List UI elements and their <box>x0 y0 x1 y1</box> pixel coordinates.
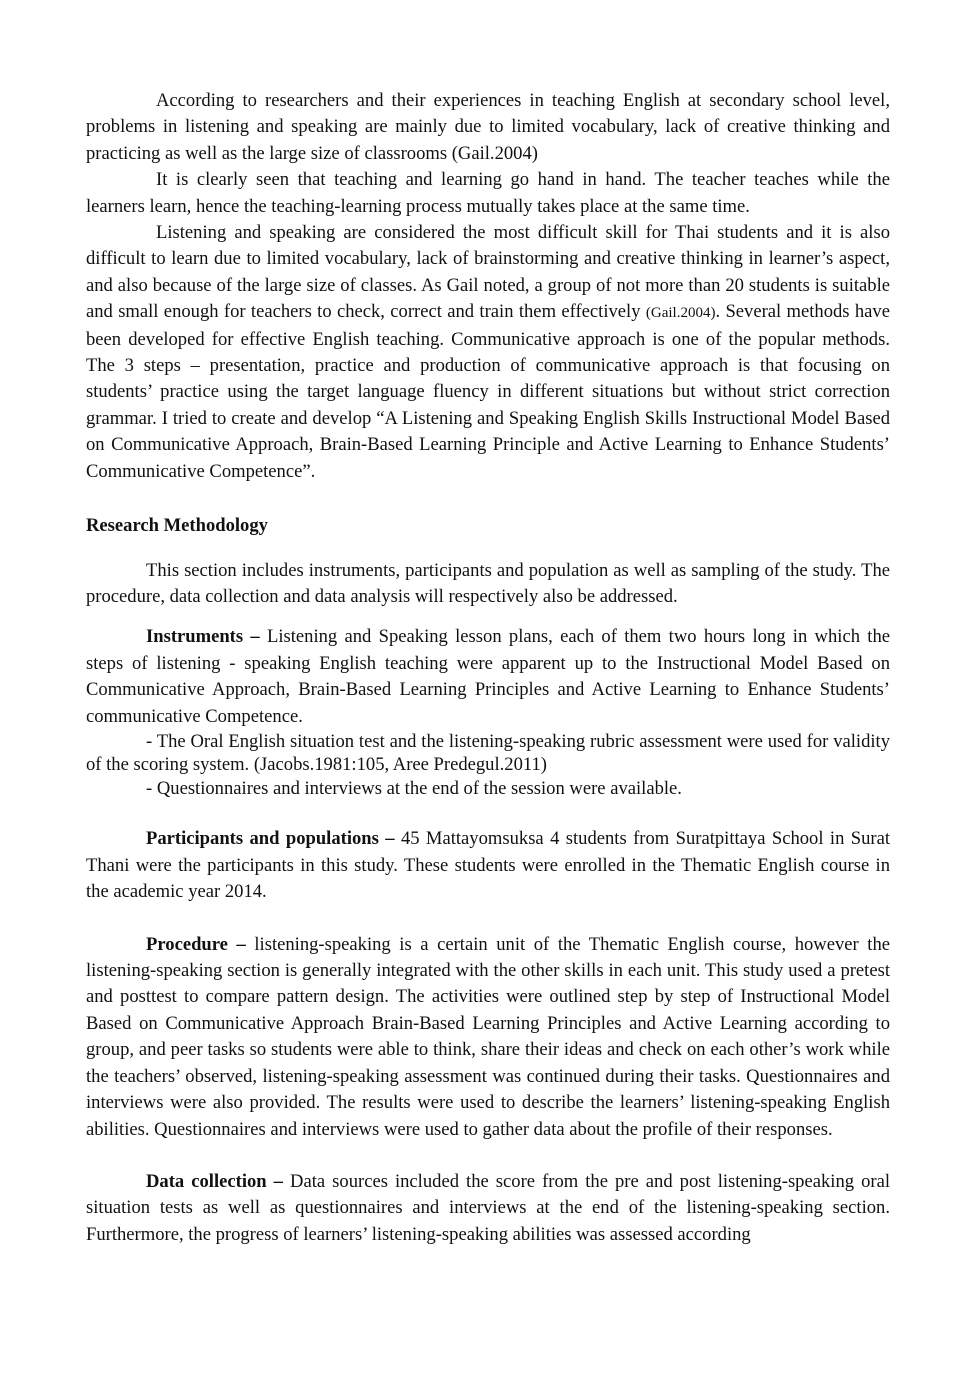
instruments-label: Instruments – <box>146 626 260 648</box>
procedure-text: listening-speaking is a certain unit of the Thematic English course, however the listening-speaking section is generally integrated with the other skills in each unit. This study used a pretest and posttest to compare pattern design. The activities were outlined step by step of Instructional Model Based on Communicative Approach Brain-Based Learning Principles and Active Learning according to group, and peer tasks so students were able to think, share their ideas and check on each other’s work while the teachers’ observed, listening-speaking assessment was continued during their tasks. Questionnaires and interviews were also provided. The results were used to describe the learners’ listening-speaking English abilities. Questionnaires and interviews were used to gather data about the profile of their responses. <box>86 933 891 1140</box>
intro-p3-text-b: . Several methods have been developed for effective English teaching. Communicative approach is one of the popular methods. The 3 steps – presentation, practice and production of communicative approach is that focusing on students’ practice using the target language fluency in different situations but without strict correction grammar. I tried to create and develop “A Listening and Speaking English Skills Instructional Model Based on Communicative Approach, Brain-Based Learning Principle and Active Learning to Enhance Students’ Communicative Competence”. <box>86 301 890 482</box>
participants-paragraph <box>86 826 890 905</box>
data-collection-text: Data sources included the score from the pre and post listening-speaking oral situation tests as well as questionnaires and interviews at the end of the listening-speaking section. Furthermore, the progress of learners’ listening-speaking abilities was assessed according <box>86 1170 890 1245</box>
intro-paragraph-1: According to researchers and their experiences in teaching English at secondary school level, problems in listening and speaking are mainly due to limited vocabulary, lack of creative thinking and practicing as well as the large size of classrooms (Gail.2004) <box>86 90 890 164</box>
methodology-intro: This section includes instruments, participants and population as well as sampling of the study. The procedure, data collection and data analysis will respectively also be addressed. <box>86 559 890 607</box>
section-heading: Research Methodology <box>86 515 268 537</box>
intro-paragraph-3 <box>86 220 890 485</box>
instrument-bullet-2: - Questionnaires and interviews at the end of the session were available. <box>146 777 682 799</box>
procedure-paragraph <box>86 932 890 1143</box>
data-collection-paragraph <box>86 1169 890 1248</box>
citation: (Gail.2004) <box>645 305 716 322</box>
instruments-paragraph <box>86 624 890 730</box>
instrument-bullet-1: - The Oral English situation test and the listening-speaking rubric assessment were used for validity of the scoring system. (Jacobs.1981:105, Aree Predegul.2011) <box>86 730 890 776</box>
participants-text: 45 Mattayomsuksa 4 students from Suratpittaya School in Surat Thani were the participants in this study. These students were enrolled in the Thematic English course in the academic year 2014. <box>86 828 891 903</box>
participants-label: Participants and populations – <box>146 828 395 850</box>
intro-paragraph-2: It is clearly seen that teaching and learning go hand in hand. The teacher teaches while the learners learn, hence the teaching-learning process mutually takes place at the same time. <box>86 169 890 217</box>
intro-p3-text-a: Listening and speaking are considered the most difficult skill for Thai students and it is also difficult to learn due to limited vocabulary, lack of brainstorming and creative thinking in learner’s aspect, and also because of the large size of classes. As Gail noted, a group of not more than 20 students is suitable and small enough for teachers to check, correct and train them effectively <box>86 222 890 323</box>
instruments-text: Listening and Speaking lesson plans, each of them two hours long in which the steps of listening - speaking English teaching were apparent up to the Instructional Model Based on Communicative Approach, Brain-Based Learning Principles and Active Learning to Enhance Students’ communicative Competence. <box>86 626 890 727</box>
procedure-label: Procedure – <box>146 933 246 955</box>
document-page <box>86 88 890 1248</box>
data-collection-label: Data collection – <box>146 1170 283 1192</box>
